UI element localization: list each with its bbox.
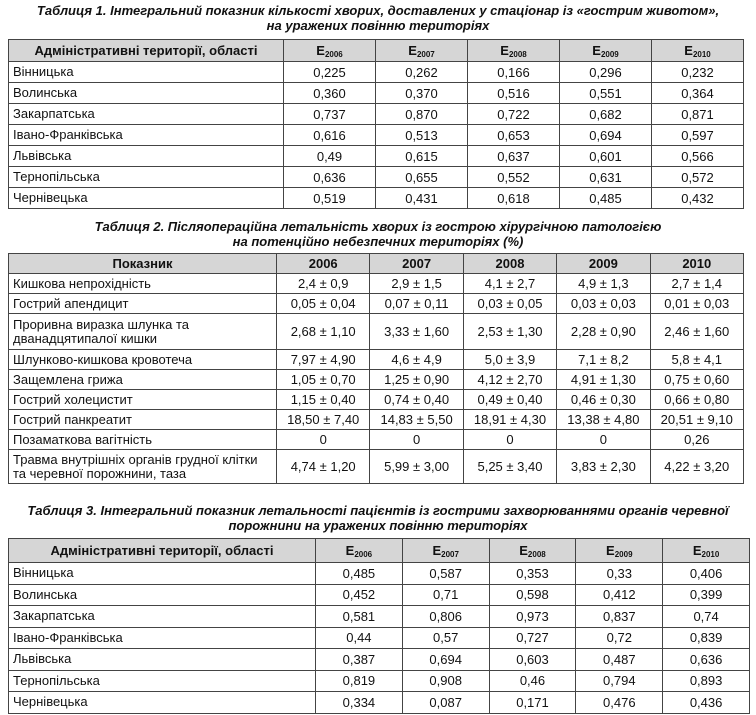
- value-cell: 0,603: [489, 649, 576, 671]
- value-cell: 2,7 ± 1,4: [650, 274, 743, 294]
- indicator-name: Травма внутрішніх органів грудної клітки та черевної порожнини, таза: [9, 450, 277, 484]
- e-symbol: E: [692, 542, 702, 558]
- table1-header-year: [560, 40, 652, 62]
- table2-row: [9, 430, 744, 450]
- table3-header-year: [402, 539, 489, 563]
- value-cell: 2,46 ± 1,60: [650, 314, 743, 350]
- table1-header-year: [376, 40, 468, 62]
- value-cell: 3,33 ± 1,60: [370, 314, 463, 350]
- table3-row: [9, 563, 750, 585]
- value-cell: 0,516: [468, 83, 560, 104]
- value-cell: 0,727: [489, 627, 576, 649]
- value-cell: 2,53 ± 1,30: [463, 314, 556, 350]
- value-cell: 18,91 ± 4,30: [463, 410, 556, 430]
- value-cell: 0,870: [376, 104, 468, 125]
- year-subscript: 2006: [354, 549, 373, 559]
- year-subscript: 2009: [600, 49, 619, 59]
- value-cell: 0,03 ± 0,03: [557, 294, 650, 314]
- value-cell: 0,74 ± 0,40: [370, 390, 463, 410]
- value-cell: 13,38 ± 4,80: [557, 410, 650, 430]
- value-cell: 0,616: [284, 125, 376, 146]
- value-cell: 0,837: [576, 606, 663, 628]
- table1-header-year: [652, 40, 744, 62]
- table1-caption-line1: Таблиця 1. Інтегральний показник кількості хворих, доставлених у стаціонар із «гострим животом»,: [36, 3, 720, 18]
- value-cell: 0,597: [652, 125, 744, 146]
- value-cell: 0,694: [402, 649, 489, 671]
- value-cell: 0,087: [402, 692, 489, 714]
- year-subscript: 2010: [701, 549, 720, 559]
- e-symbol: E: [500, 42, 509, 58]
- region-name: Закарпатська: [9, 606, 316, 628]
- table2-header-year: 2006: [277, 254, 370, 274]
- value-cell: 0,74: [663, 606, 750, 628]
- value-cell: 1,25 ± 0,90: [370, 370, 463, 390]
- indicator-name: Шлунково-кишкова кровотеча: [9, 350, 277, 370]
- value-cell: 0,225: [284, 62, 376, 83]
- value-cell: 20,51 ± 9,10: [650, 410, 743, 430]
- table3-header-year: [489, 539, 576, 563]
- value-cell: 0,806: [402, 606, 489, 628]
- year-subscript: 2007: [416, 49, 435, 59]
- value-cell: 0,694: [560, 125, 652, 146]
- table2-row: [9, 450, 744, 484]
- region-name: Волинська: [9, 584, 316, 606]
- value-cell: 0,476: [576, 692, 663, 714]
- table2-header-indicator: Показник: [9, 254, 277, 274]
- value-cell: 0,436: [663, 692, 750, 714]
- table2: [8, 253, 744, 484]
- year-subscript: 2008: [508, 49, 527, 59]
- value-cell: 0: [277, 430, 370, 450]
- table2-caption-line2: на потенційно небезпечних територіях (%): [232, 234, 524, 249]
- table1-row: [9, 146, 744, 167]
- value-cell: 0,551: [560, 83, 652, 104]
- table1-row: [9, 83, 744, 104]
- table3-caption-line1: Таблиця 3. Інтегральний показник летальності пацієнтів із гострими захворюваннями органів черевної: [27, 503, 729, 518]
- value-cell: 0,370: [376, 83, 468, 104]
- table3-header-year: [663, 539, 750, 563]
- value-cell: 0,566: [652, 146, 744, 167]
- table1-row: [9, 62, 744, 83]
- table2-header-year: 2007: [370, 254, 463, 274]
- value-cell: 0,26: [650, 430, 743, 450]
- value-cell: 0,839: [663, 627, 750, 649]
- value-cell: 0,166: [468, 62, 560, 83]
- value-cell: 2,4 ± 0,9: [277, 274, 370, 294]
- table3-header-region: Адміністративні території, області: [9, 539, 316, 563]
- value-cell: 4,22 ± 3,20: [650, 450, 743, 484]
- value-cell: 0,598: [489, 584, 576, 606]
- value-cell: 0,587: [402, 563, 489, 585]
- region-name: Тернопільська: [9, 167, 284, 188]
- table2-row: [9, 274, 744, 294]
- table2-row: [9, 350, 744, 370]
- value-cell: 4,9 ± 1,3: [557, 274, 650, 294]
- value-cell: 0,618: [468, 188, 560, 209]
- value-cell: 0,973: [489, 606, 576, 628]
- value-cell: 0,360: [284, 83, 376, 104]
- region-name: Львівська: [9, 649, 316, 671]
- e-symbol: E: [345, 542, 355, 558]
- value-cell: 0,406: [663, 563, 750, 585]
- value-cell: 0,485: [316, 563, 403, 585]
- value-cell: 7,97 ± 4,90: [277, 350, 370, 370]
- e-symbol: E: [684, 42, 693, 58]
- table3-row: [9, 606, 750, 628]
- region-name: Волинська: [9, 83, 284, 104]
- indicator-name: Защемлена грижа: [9, 370, 277, 390]
- e-symbol: E: [316, 42, 325, 58]
- value-cell: 5,99 ± 3,00: [370, 450, 463, 484]
- value-cell: 0,46: [489, 670, 576, 692]
- value-cell: 2,68 ± 1,10: [277, 314, 370, 350]
- value-cell: 0,581: [316, 606, 403, 628]
- value-cell: 0,44: [316, 627, 403, 649]
- value-cell: 0,171: [489, 692, 576, 714]
- value-cell: 0,66 ± 0,80: [650, 390, 743, 410]
- indicator-name: Гострий апендицит: [9, 294, 277, 314]
- value-cell: 0: [557, 430, 650, 450]
- value-cell: 0,519: [284, 188, 376, 209]
- value-cell: 1,05 ± 0,70: [277, 370, 370, 390]
- value-cell: 0,364: [652, 83, 744, 104]
- region-name: Івано-Франківська: [9, 125, 284, 146]
- table2-header-year: 2010: [650, 254, 743, 274]
- value-cell: 0,487: [576, 649, 663, 671]
- value-cell: 5,8 ± 4,1: [650, 350, 743, 370]
- table2-header-year: 2008: [463, 254, 556, 274]
- table3-row: [9, 627, 750, 649]
- value-cell: 0,893: [663, 670, 750, 692]
- region-name: Вінницька: [9, 563, 316, 585]
- value-cell: 0,432: [652, 188, 744, 209]
- value-cell: 0,33: [576, 563, 663, 585]
- value-cell: 0,49 ± 0,40: [463, 390, 556, 410]
- region-name: Львівська: [9, 146, 284, 167]
- e-symbol: E: [408, 42, 417, 58]
- table3-row: [9, 584, 750, 606]
- value-cell: 0,601: [560, 146, 652, 167]
- value-cell: 4,91 ± 1,30: [557, 370, 650, 390]
- table1-caption: [0, 3, 756, 33]
- value-cell: 0,262: [376, 62, 468, 83]
- value-cell: 0,819: [316, 670, 403, 692]
- value-cell: 2,9 ± 1,5: [370, 274, 463, 294]
- e-symbol: E: [592, 42, 601, 58]
- table2-row: [9, 410, 744, 430]
- table1-caption-line2: на уражених повінню територіях: [266, 18, 490, 33]
- value-cell: 0,552: [468, 167, 560, 188]
- value-cell: 4,1 ± 2,7: [463, 274, 556, 294]
- value-cell: 7,1 ± 8,2: [557, 350, 650, 370]
- table3-row: [9, 692, 750, 714]
- year-subscript: 2010: [692, 49, 711, 59]
- table3-header-row: [9, 539, 750, 563]
- value-cell: 18,50 ± 7,40: [277, 410, 370, 430]
- table1-row: [9, 104, 744, 125]
- table2-row: [9, 294, 744, 314]
- year-subscript: 2009: [614, 549, 633, 559]
- table1-row: [9, 125, 744, 146]
- value-cell: 0,46 ± 0,30: [557, 390, 650, 410]
- value-cell: 0,655: [376, 167, 468, 188]
- table2-row: [9, 314, 744, 350]
- table2-caption-line1: Таблиця 2. Післяопераційна летальність хворих із гострою хірургічною патологією: [94, 219, 662, 234]
- value-cell: 0,452: [316, 584, 403, 606]
- value-cell: 0,572: [652, 167, 744, 188]
- table1-row: [9, 167, 744, 188]
- table1-header-row: [9, 40, 744, 62]
- table3-caption-line2: порожнини на уражених повінню територіях: [228, 518, 528, 533]
- value-cell: 4,12 ± 2,70: [463, 370, 556, 390]
- value-cell: 0: [463, 430, 556, 450]
- value-cell: 0,653: [468, 125, 560, 146]
- region-name: Вінницька: [9, 62, 284, 83]
- indicator-name: Кишкова непрохідність: [9, 274, 277, 294]
- value-cell: 14,83 ± 5,50: [370, 410, 463, 430]
- table3: [8, 538, 750, 714]
- value-cell: 0,485: [560, 188, 652, 209]
- value-cell: 0: [370, 430, 463, 450]
- table2-header-year: 2009: [557, 254, 650, 274]
- table1-header-year: [468, 40, 560, 62]
- e-symbol: E: [606, 542, 615, 558]
- value-cell: 0,03 ± 0,05: [463, 294, 556, 314]
- value-cell: 0,737: [284, 104, 376, 125]
- region-name: Івано-Франківська: [9, 627, 316, 649]
- value-cell: 0,01 ± 0,03: [650, 294, 743, 314]
- table2-caption: [0, 219, 756, 249]
- value-cell: 2,28 ± 0,90: [557, 314, 650, 350]
- table1-row: [9, 188, 744, 209]
- indicator-name: Гострий панкреатит: [9, 410, 277, 430]
- table3-header-year: [316, 539, 403, 563]
- value-cell: 0,72: [576, 627, 663, 649]
- value-cell: 3,83 ± 2,30: [557, 450, 650, 484]
- table3-header-year: [576, 539, 663, 563]
- table3-row: [9, 670, 750, 692]
- table2-header-row: [9, 254, 744, 274]
- value-cell: 0,636: [284, 167, 376, 188]
- table1-header-region: Адміністративні території, області: [9, 40, 284, 62]
- table2-row: [9, 370, 744, 390]
- value-cell: 0,399: [663, 584, 750, 606]
- value-cell: 0,232: [652, 62, 744, 83]
- value-cell: 0,57: [402, 627, 489, 649]
- value-cell: 0,636: [663, 649, 750, 671]
- table3-caption: [0, 503, 756, 533]
- table2-row: [9, 390, 744, 410]
- value-cell: 4,6 ± 4,9: [370, 350, 463, 370]
- value-cell: 0,871: [652, 104, 744, 125]
- value-cell: 0,637: [468, 146, 560, 167]
- value-cell: 0,75 ± 0,60: [650, 370, 743, 390]
- year-subscript: 2006: [324, 49, 343, 59]
- e-symbol: E: [519, 542, 528, 558]
- value-cell: 0,722: [468, 104, 560, 125]
- region-name: Закарпатська: [9, 104, 284, 125]
- value-cell: 0,794: [576, 670, 663, 692]
- value-cell: 4,74 ± 1,20: [277, 450, 370, 484]
- value-cell: 0,513: [376, 125, 468, 146]
- indicator-name: Гострий холецистит: [9, 390, 277, 410]
- indicator-name: Позаматкова вагітність: [9, 430, 277, 450]
- region-name: Тернопільська: [9, 670, 316, 692]
- region-name: Чернівецька: [9, 692, 316, 714]
- value-cell: 0,908: [402, 670, 489, 692]
- table1: [8, 39, 744, 209]
- region-name: Чернівецька: [9, 188, 284, 209]
- value-cell: 1,15 ± 0,40: [277, 390, 370, 410]
- table1-header-year: [284, 40, 376, 62]
- value-cell: 5,25 ± 3,40: [463, 450, 556, 484]
- value-cell: 0,615: [376, 146, 468, 167]
- value-cell: 0,412: [576, 584, 663, 606]
- value-cell: 0,71: [402, 584, 489, 606]
- indicator-name: Проривна виразка шлунка та дванадцятипалої кишки: [9, 314, 277, 350]
- year-subscript: 2008: [527, 549, 546, 559]
- value-cell: 0,353: [489, 563, 576, 585]
- value-cell: 0,296: [560, 62, 652, 83]
- value-cell: 0,07 ± 0,11: [370, 294, 463, 314]
- table3-row: [9, 649, 750, 671]
- value-cell: 0,387: [316, 649, 403, 671]
- value-cell: 0,682: [560, 104, 652, 125]
- value-cell: 0,631: [560, 167, 652, 188]
- value-cell: 5,0 ± 3,9: [463, 350, 556, 370]
- year-subscript: 2007: [441, 549, 459, 559]
- value-cell: 0,334: [316, 692, 403, 714]
- value-cell: 0,05 ± 0,04: [277, 294, 370, 314]
- value-cell: 0,431: [376, 188, 468, 209]
- e-symbol: E: [432, 542, 442, 558]
- value-cell: 0,49: [284, 146, 376, 167]
